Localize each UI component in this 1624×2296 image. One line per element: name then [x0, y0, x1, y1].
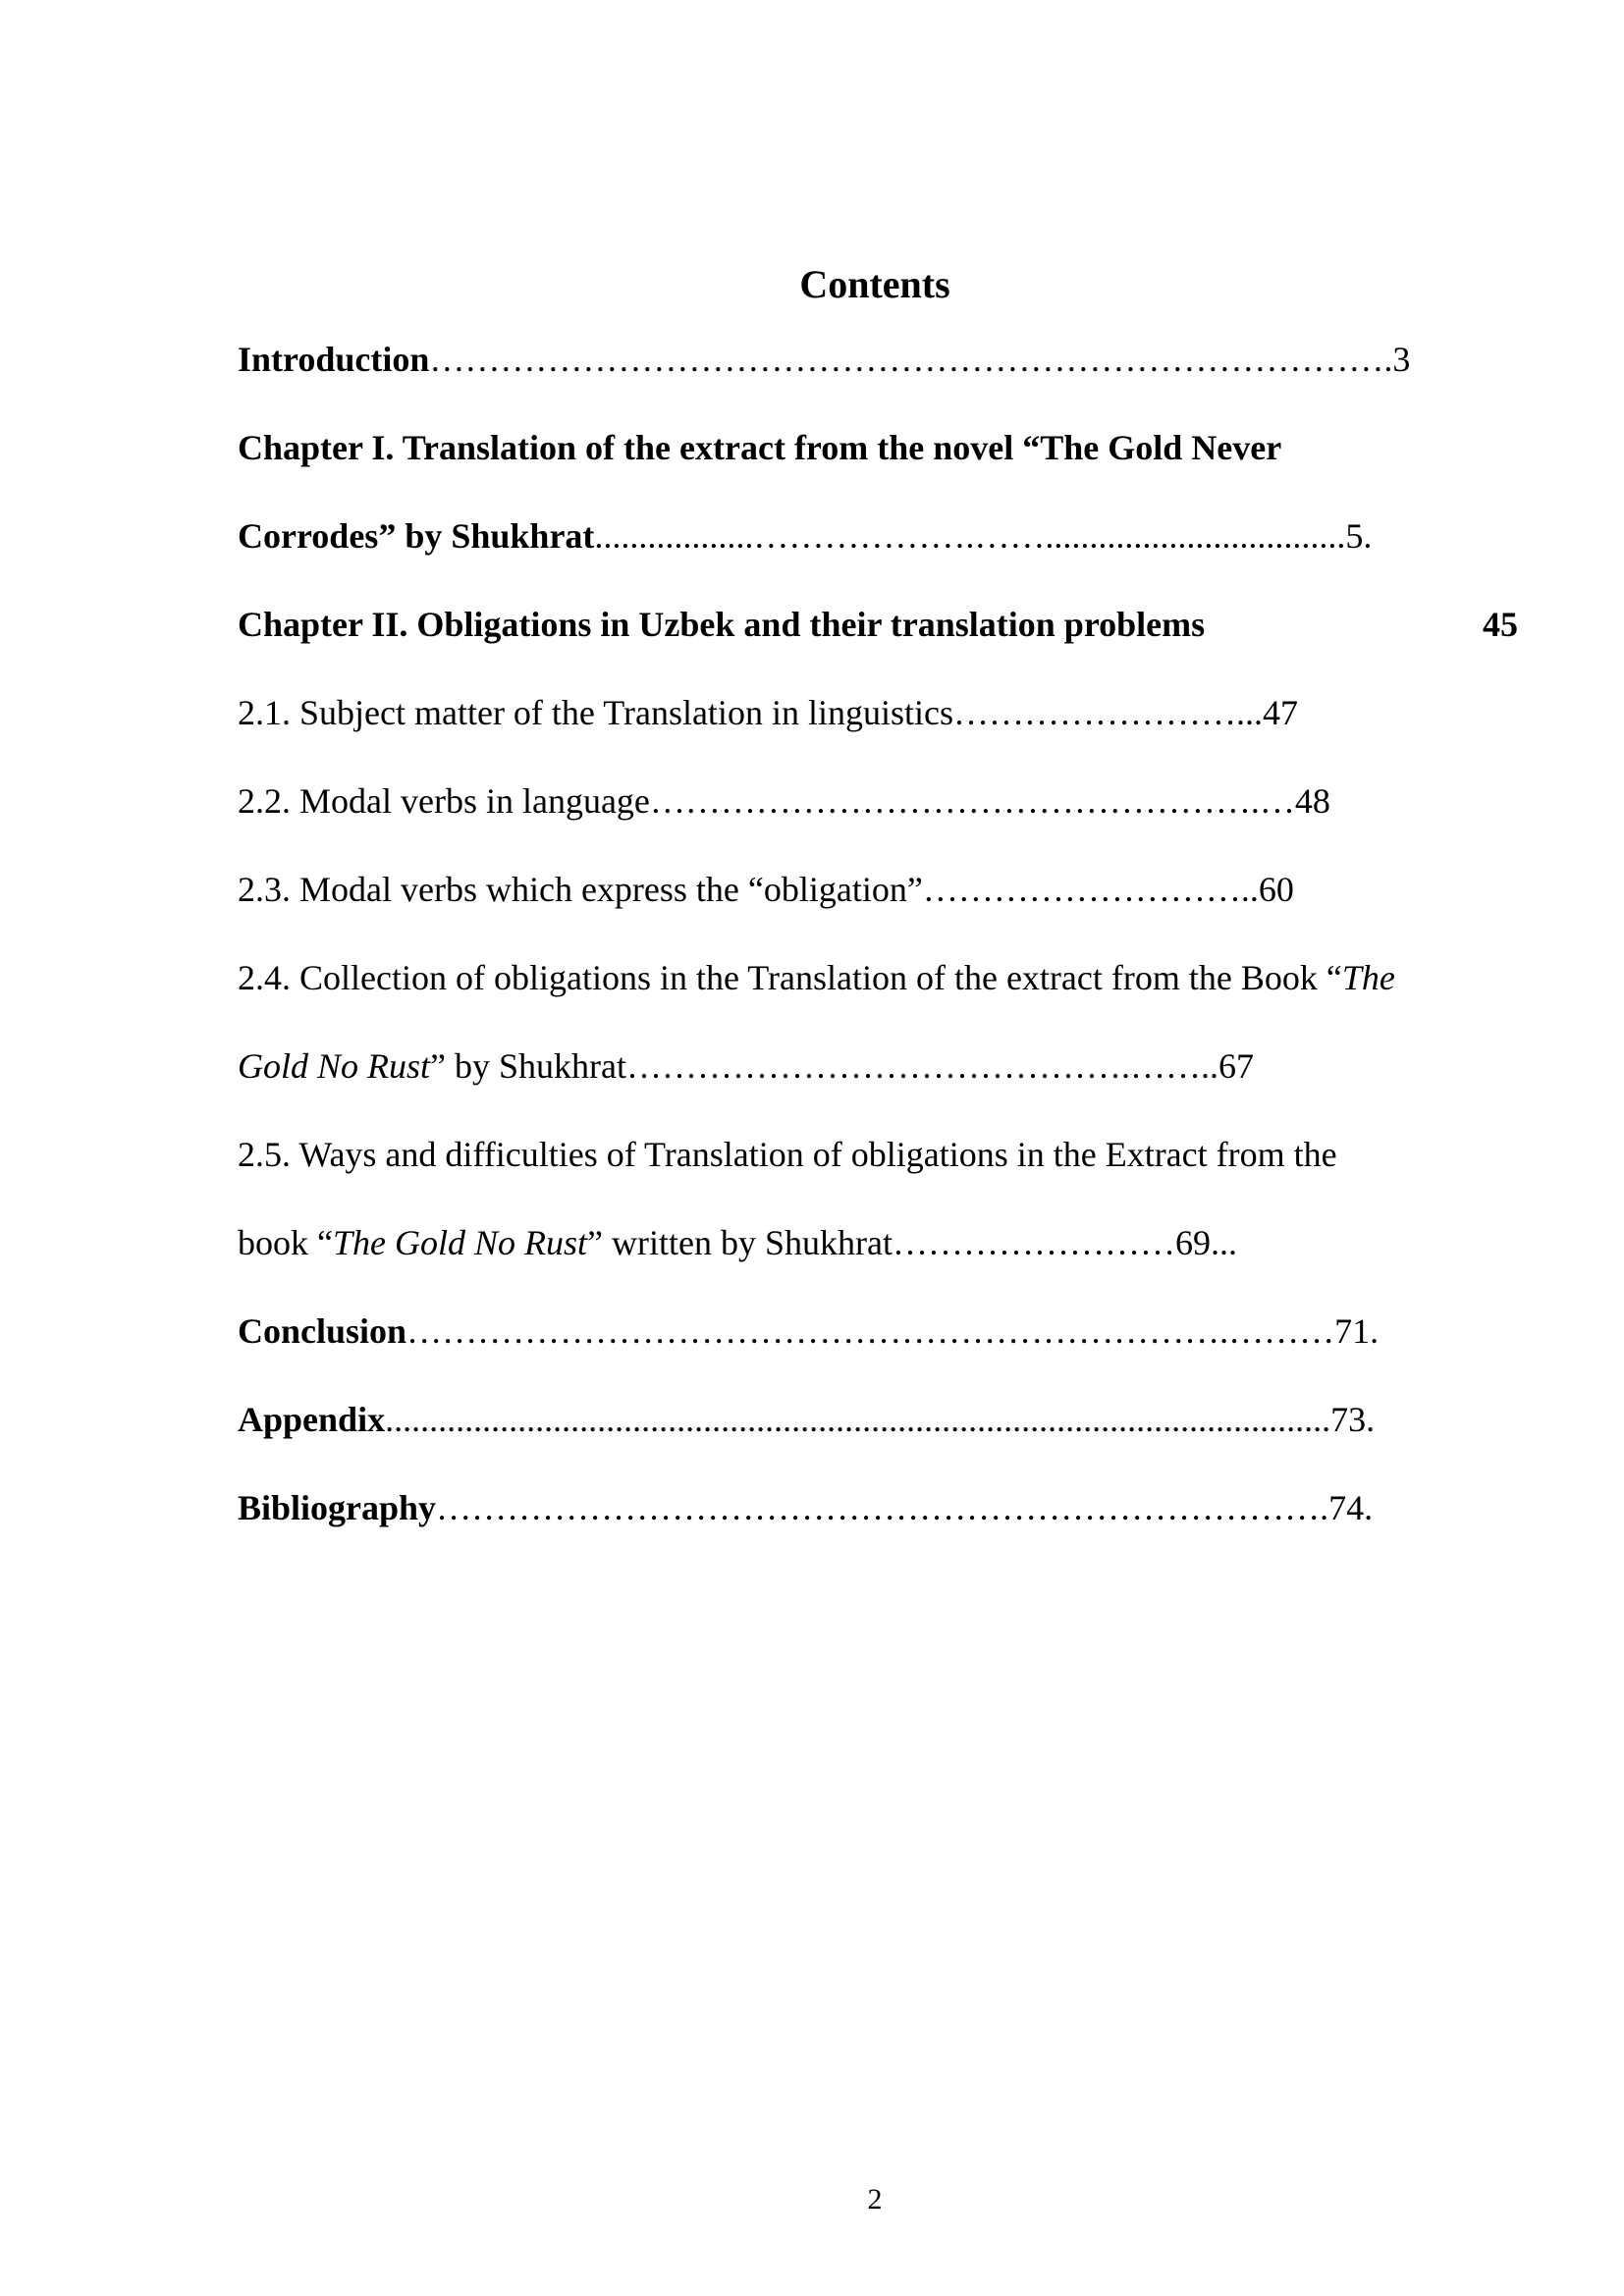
toc-entry-chapter-1-line-1[interactable]: Chapter I. Translation of the extract from the novel “The Gold Never [238, 428, 1282, 467]
toc-entry-section-2-1[interactable]: 2.1. Subject matter of the Translation in linguistics……………………...47 [238, 693, 1298, 732]
toc-entry-conclusion[interactable] [238, 1309, 1379, 1353]
toc-entry-chapter-1-line-2[interactable] [238, 514, 1372, 558]
toc-entry-section-2-3[interactable]: 2.3. Modal verbs which express the “obligation”………………………..60 [238, 870, 1294, 909]
toc-leader-conclusion: …………………………………………………………….………71. [406, 1311, 1380, 1351]
toc-text-section-2-5-pre: book “ [238, 1223, 333, 1262]
toc-leader-appendix: ...........................................................................................................73. [385, 1400, 1376, 1439]
toc-entry-appendix[interactable] [238, 1398, 1375, 1441]
toc-page-chapter-2: 45 [1483, 605, 1518, 644]
toc-entry-chapter-2[interactable]: Chapter II. Obligations in Uzbek and their translation problems [238, 605, 1206, 644]
toc-label-bibliography: Bibliography [238, 1488, 437, 1527]
toc-leader-section-2-5: ” written by Shukhrat……………………69... [587, 1223, 1237, 1262]
toc-leader-chapter-1: ..................……………….……..................................5. [594, 516, 1373, 556]
toc-entry-section-2-4-line-1[interactable] [238, 956, 1395, 999]
toc-entry-section-2-2[interactable]: 2.2. Modal verbs in language…………………………………………….…48 [238, 781, 1330, 821]
toc-label-introduction: Introduction [238, 340, 430, 379]
toc-italic-book-title: Gold No Rust [238, 1046, 431, 1086]
toc-label-appendix: Appendix [238, 1400, 386, 1439]
toc-italic-book-title-part: The [1341, 958, 1395, 997]
toc-text-section-2-4: 2.4. Collection of obligations in the Translation of the extract from the Book “ [238, 958, 1342, 997]
toc-italic-book-title-2: The Gold No Rust [332, 1223, 587, 1262]
toc-leader-introduction: ……………………………………………………………………….3 [429, 340, 1411, 379]
page-number: 2 [867, 2183, 883, 2216]
toc-entry-section-2-4-line-2[interactable] [238, 1044, 1254, 1088]
toc-entry-section-2-5-line-2[interactable] [238, 1221, 1237, 1264]
toc-label-chapter-1-continued: Corrodes” by Shukhrat [238, 516, 595, 556]
toc-entry-section-2-5-line-1[interactable]: 2.5. Ways and difficulties of Translation of obligations in the Extract from the [238, 1135, 1337, 1174]
toc-leader-section-2-4: ” by Shukhrat…………………………………….……..67 [430, 1046, 1254, 1086]
toc-label-conclusion: Conclusion [238, 1311, 407, 1351]
toc-entry-introduction[interactable] [238, 338, 1410, 381]
toc-leader-bibliography: ………………………………………………………………….74. [436, 1488, 1374, 1527]
page-title: Contents [799, 262, 950, 306]
toc-entry-bibliography[interactable] [238, 1486, 1373, 1529]
